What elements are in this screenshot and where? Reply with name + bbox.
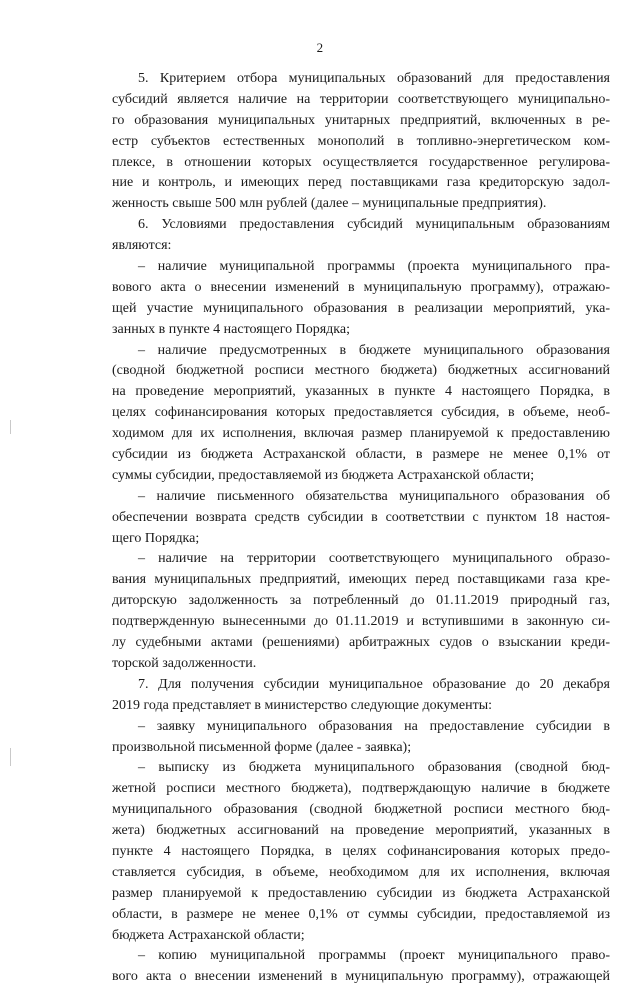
text-line: плексе, в отношении которых осуществляется государственное регулирова- bbox=[112, 154, 610, 170]
text-line: подтвержденную вынесенными до 01.11.2019 и вступившими в законную си- bbox=[112, 614, 610, 630]
text-line: ние и контроль, и имеющих перед поставщиками газа кредиторскую задол- bbox=[112, 175, 610, 191]
text-line: – наличие на территории соответствующего муниципального образо- bbox=[138, 551, 610, 567]
text-line: торской задолженности. bbox=[112, 655, 257, 671]
text-line: – копию муниципальной программы (проект муниципального право- bbox=[138, 948, 610, 964]
text-line: жетной росписи местного бюджета), подтверждающую наличие в бюджете bbox=[112, 781, 610, 797]
text-line: обеспечении возврата средств субсидии в соответствии с пунктом 18 настоя- bbox=[112, 509, 610, 525]
text-line: вания муниципальных предприятий, имеющих перед поставщиками газа кре- bbox=[112, 572, 610, 588]
scan-margin-mark bbox=[10, 748, 11, 766]
text-line: – наличие муниципальной программы (проекта муниципального пра- bbox=[138, 259, 610, 275]
text-line: 6. Условиями предоставления субсидий муниципальным образованиям bbox=[138, 217, 610, 233]
text-line: – заявку муниципального образования на предоставление субсидии в bbox=[138, 718, 610, 734]
document-body bbox=[112, 69, 610, 988]
text-line: муниципального образования (сводной бюджетной росписи местного бюд- bbox=[112, 802, 610, 818]
text-line: размер планируемой к предоставлению субсидии из бюджета Астраханской bbox=[112, 885, 610, 901]
text-line: – наличие предусмотренных в бюджете муниципального образования bbox=[138, 342, 610, 358]
text-line: субсидий является наличие на территории соответствующего муниципально- bbox=[112, 91, 610, 107]
text-line: вового акта о внесении изменений в муниципальную программу), отражаю- bbox=[112, 279, 610, 295]
scan-margin-mark bbox=[10, 420, 11, 434]
text-line: – выписку из бюджета муниципального образования (сводной бюд- bbox=[138, 760, 610, 776]
text-line: вого акта о внесении изменений в муниципальную программу), отражающей bbox=[112, 969, 610, 985]
text-line: являются: bbox=[112, 238, 172, 254]
text-line: 2019 года представляет в министерство следующие документы: bbox=[112, 697, 493, 713]
text-line: суммы субсидии, предоставляемой из бюджета Астраханской области; bbox=[112, 467, 535, 483]
text-line: женность свыше 500 млн рублей (далее – муниципальные предприятия). bbox=[112, 196, 547, 212]
text-line: (сводной бюджетной росписи местного бюджета) бюджетных ассигнований bbox=[112, 363, 610, 379]
text-line: щей участие муниципального образования в реализации мероприятий, ука- bbox=[112, 300, 610, 316]
text-line: субсидии из бюджета Астраханской области, в размере не менее 0,1% от bbox=[112, 447, 610, 463]
text-line: ставляется субсидия, в объеме, необходимом для их исполнения, включая bbox=[112, 864, 610, 880]
text-line: целях софинансирования которых предоставляется субсидия, в объеме, необ- bbox=[112, 405, 610, 421]
text-line: лу судебными актами (решениями) арбитражных судов о взыскании креди- bbox=[112, 635, 610, 651]
text-line: бюджета Астраханской области; bbox=[112, 927, 305, 943]
text-line: естр субъектов естественных монополий в топливно-энергетическом ком- bbox=[112, 133, 610, 149]
text-line: занных в пункте 4 настоящего Порядка; bbox=[112, 321, 350, 337]
page-number: 2 bbox=[316, 40, 324, 55]
text-line: ходимом для их исполнения, включая размер планируемой к предоставлению bbox=[112, 426, 610, 442]
text-line: жета) бюджетных ассигнований на проведение мероприятий, указанных в bbox=[112, 823, 610, 839]
text-line: диторскую задолженность за потребленный до 01.11.2019 природный газ, bbox=[112, 593, 610, 609]
text-line: – наличие письменного обязательства муниципального образования об bbox=[138, 488, 610, 504]
text-line: пункте 4 настоящего Порядка, в целях софинансирования которых предо- bbox=[112, 843, 610, 859]
text-line: 7. Для получения субсидии муниципальное образование до 20 декабря bbox=[138, 676, 610, 692]
text-line: го образования муниципальных унитарных предприятий, включенных в ре- bbox=[112, 112, 610, 128]
text-line: произвольной письменной форме (далее - заявка); bbox=[112, 739, 412, 755]
text-line: 5. Критерием отбора муниципальных образований для предоставления bbox=[138, 71, 610, 86]
text-line: на проведение мероприятий, указанных в пункте 4 настоящего Порядка, в bbox=[112, 384, 610, 400]
text-line: области, в размере не менее 0,1% от суммы субсидии, предоставляемой из bbox=[112, 906, 610, 922]
text-line: щего Порядка; bbox=[112, 530, 200, 546]
